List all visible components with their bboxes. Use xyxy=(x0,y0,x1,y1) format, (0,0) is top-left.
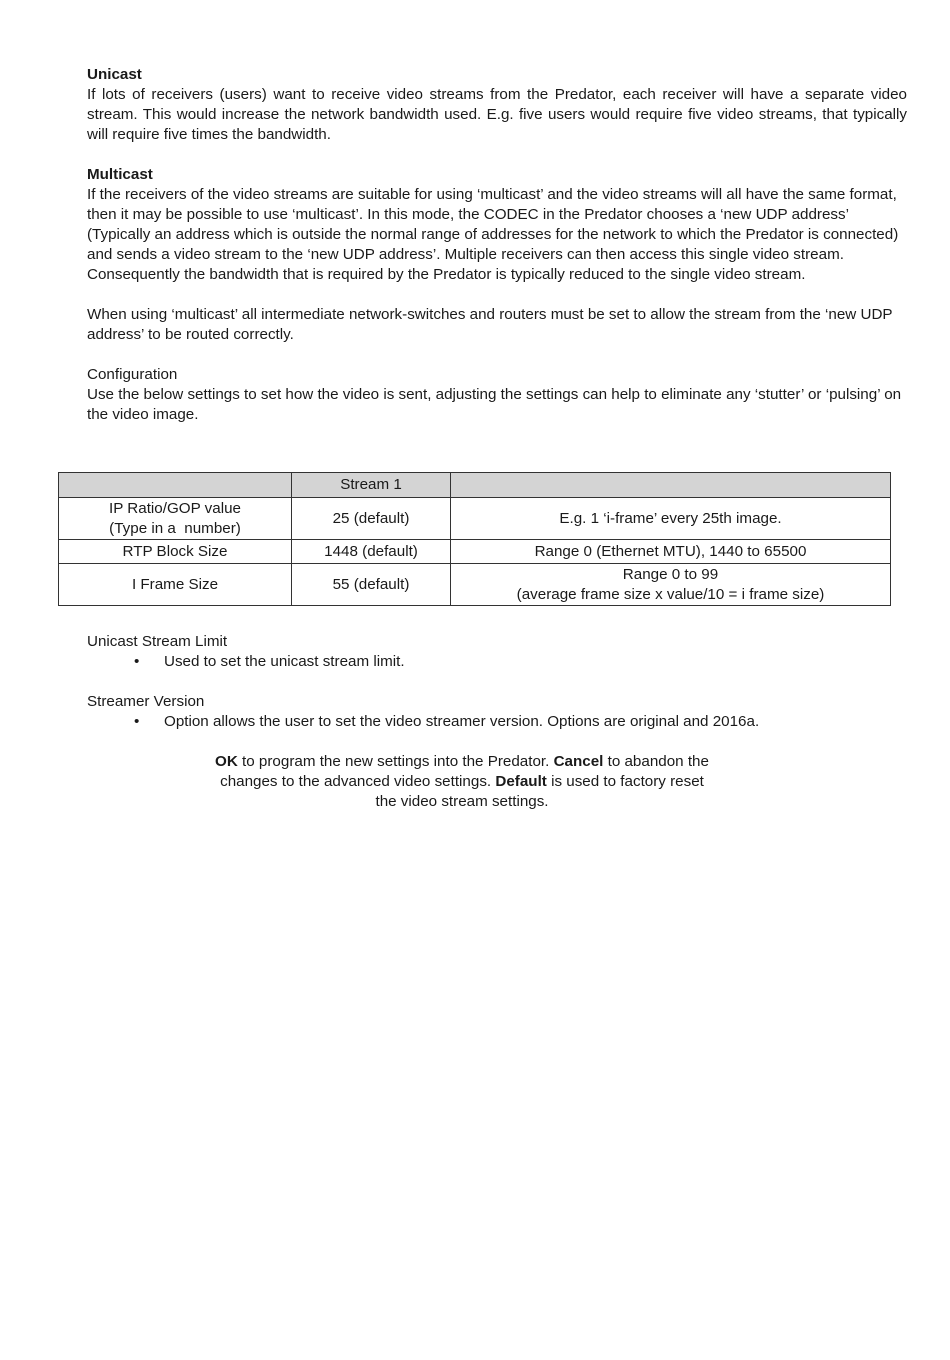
document-body xyxy=(87,65,907,425)
description-line: Range 0 to 99 xyxy=(622,565,719,583)
lower-section xyxy=(87,632,907,812)
streamer-version-heading: Streamer Version xyxy=(87,693,205,710)
default-label: Default xyxy=(495,773,547,790)
multicast-note: When using ‘multicast’ all intermediate network-switches and routers must be set to allow the stream from the ‘new UDP address’ to be routed correctly. xyxy=(87,306,893,343)
label-line: IP Ratio/GOP value xyxy=(109,499,241,517)
table-cell-value: 1448 (default) xyxy=(292,540,451,564)
footer-instructions xyxy=(212,752,712,812)
multicast-paragraph: If the receivers of the video streams are suitable for using ‘multicast’ and the video streams will all have the same format, then it may be possible to use ‘multicast’. In this mode, the CODEC in the Predator chooses a ‘new UDP address’ (Typically an address which is outside the normal range of addresses for the network to which the Predator is connected) and sends a video stream to the ‘new UDP address’. Multiple receivers can then access this single video stream. Consequently the bandwidth that is required by the Predator is typically reduced to the single video stream. xyxy=(87,186,899,283)
table-header-row xyxy=(59,473,891,498)
ok-label: OK xyxy=(215,753,238,770)
table-header-cell xyxy=(451,473,891,498)
configuration-paragraph: Use the below settings to set how the video is sent, adjusting the settings can help to eliminate any ‘stutter’ or ‘pulsing’ on the video image. xyxy=(87,386,902,423)
list-item xyxy=(87,712,907,732)
configuration-heading: Configuration xyxy=(87,366,178,383)
unicast-limit-text: Used to set the unicast stream limit. xyxy=(164,653,405,670)
table-row xyxy=(59,540,891,564)
unicast-paragraph: If lots of receivers (users) want to receive video streams from the Predator, each receiver will have a separate video stream. This would increase the network bandwidth used. E.g. five users would require five video streams, that typically will require five times the bandwidth. xyxy=(87,86,907,143)
label-line: (Type in a number) xyxy=(109,519,241,537)
streamer-version-text: Option allows the user to set the video streamer version. Options are original and 2016a. xyxy=(164,713,760,730)
table-header-cell xyxy=(59,473,292,498)
table-cell-description: E.g. 1 ‘i-frame’ every 25th image. xyxy=(451,498,891,540)
table-row xyxy=(59,564,891,606)
cancel-label: Cancel xyxy=(553,753,604,770)
list-item xyxy=(87,652,907,672)
table-row xyxy=(59,498,891,540)
unicast-limit-heading: Unicast Stream Limit xyxy=(87,633,228,650)
settings-table xyxy=(58,472,891,606)
table-cell-value: 55 (default) xyxy=(292,564,451,606)
table-cell-label: I Frame Size xyxy=(59,564,292,606)
table-cell-description: Range 0 (Ethernet MTU), 1440 to 65500 xyxy=(451,540,891,564)
bullet-icon: • xyxy=(134,653,140,670)
unicast-heading: Unicast xyxy=(87,66,142,83)
multicast-heading: Multicast xyxy=(87,166,153,183)
table-cell-description xyxy=(451,564,891,606)
bullet-icon: • xyxy=(134,713,140,730)
table-cell-label xyxy=(59,498,292,540)
table-header-cell: Stream 1 xyxy=(292,473,451,498)
cancel-text: to abandon the changes to the advanced video settings. xyxy=(220,753,709,790)
default-text: is used to factory reset the video stream settings. xyxy=(375,773,704,810)
description-line: (average frame size x value/10 = i frame size) xyxy=(516,585,825,603)
ok-text: to program the new settings into the Predator. xyxy=(237,753,554,770)
table-cell-label: RTP Block Size xyxy=(59,540,292,564)
table-cell-value: 25 (default) xyxy=(292,498,451,540)
